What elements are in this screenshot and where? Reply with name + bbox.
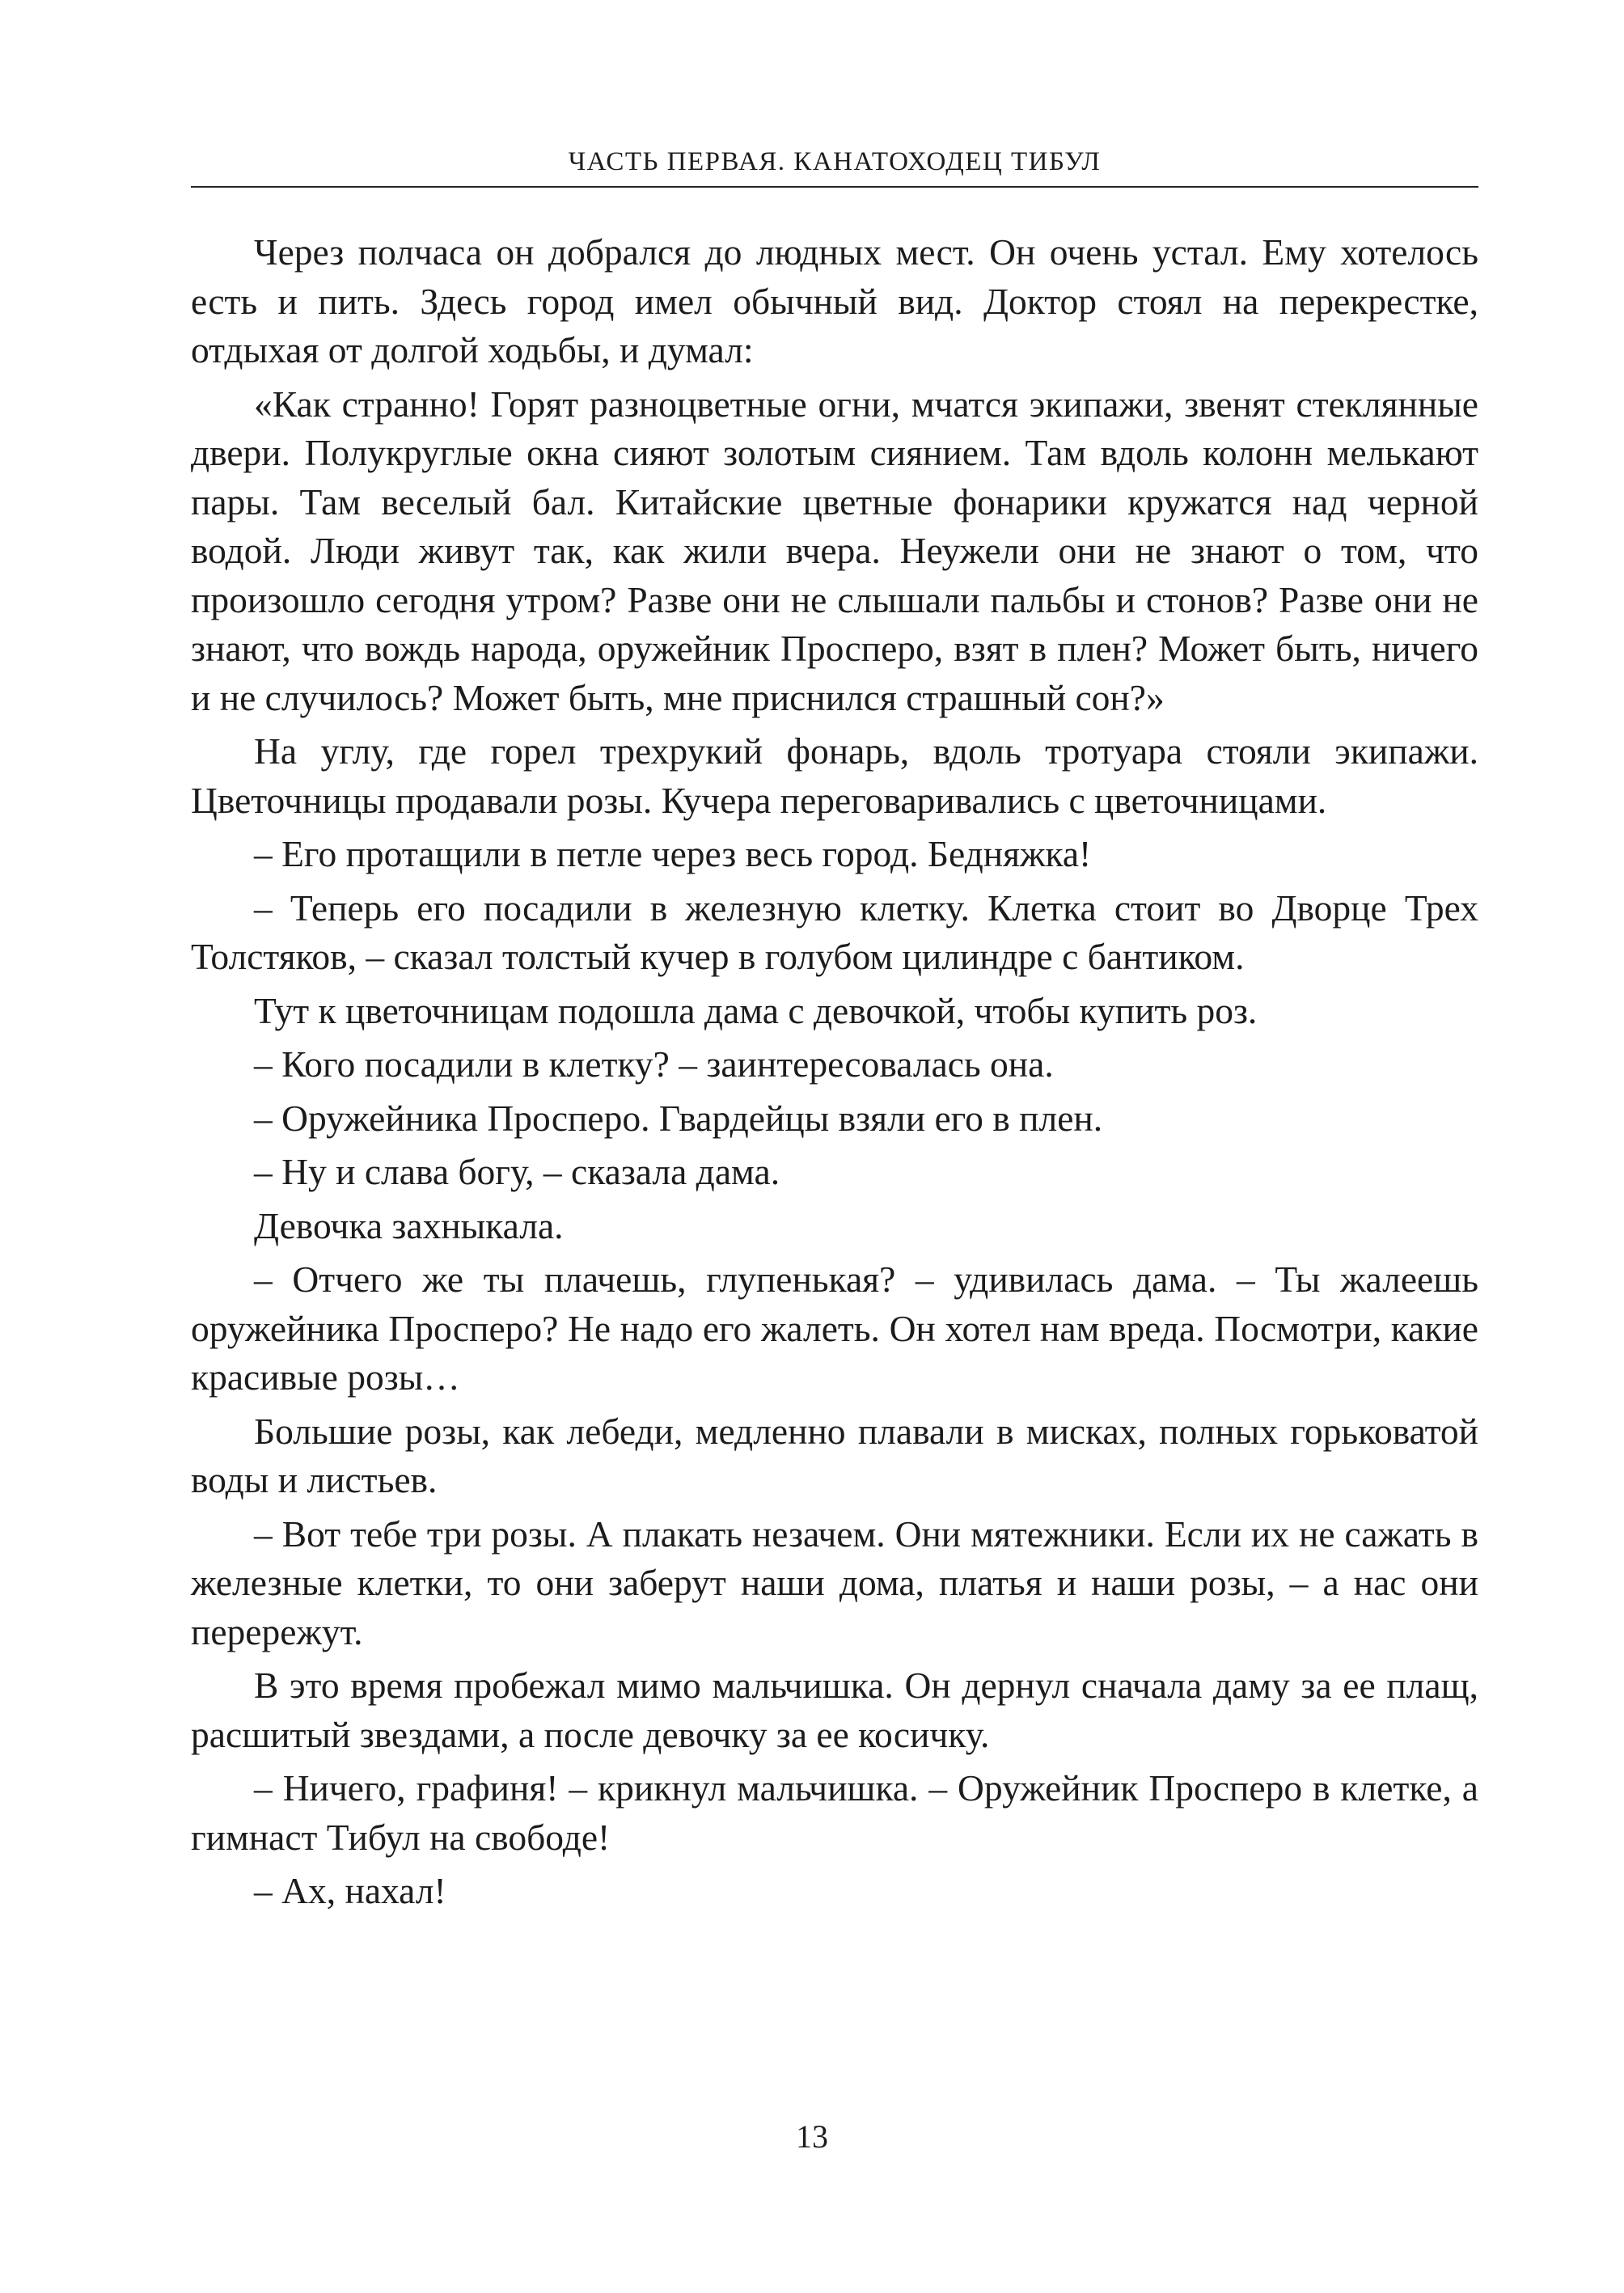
paragraph: «Как странно! Горят разноцветные огни, мчатся экипажи, звенят стеклянные двери. Полукруглые окна сияют золотым сиянием. Там вдоль колонн мелькают пары. Там веселый бал. Китайские цветные фонарики кружатся над черной водой. Люди живут так, как жили вчера. Неужели они не знают о том, что произошло сегодня утром? Разве они не слышали пальбы и стонов? Разве они не знают, что вождь народа, оружейник Просперо, взят в плен? Может быть, ничего и не случилось? Может быть, мне приснился страшный сон?»	[191, 383, 1478, 718]
dialogue-line: – Вот тебе три розы. А плакать незачем. Они мятежники. Если их не сажать в железные клетки, то они заберут наши дома, платья и наши розы, – а нас они перережут.	[191, 1512, 1478, 1652]
header-rule	[191, 186, 1478, 188]
dialogue-line: – Кого посадили в клетку? – заинтересовалась она.	[254, 1043, 1054, 1085]
text-body	[191, 228, 1478, 1921]
paragraph: Через полчаса он добрался до людных мест. Он очень устал. Ему хотелось есть и пить. Здесь город имел обычный вид. Доктор стоял на перекрестке, отдыхая от долгой ходьбы, и думал:	[191, 231, 1478, 370]
dialogue-line: – Ну и слава богу, – сказала дама.	[254, 1151, 780, 1192]
dialogue-line: – Теперь его посадили в железную клетку. Клетка стоит во Дворце Трех Толстяков, – сказал толстый кучер в голубом цилиндре с бантиком.	[191, 886, 1478, 977]
dialogue-line: – Отчего же ты плачешь, глупенькая? – удивилась дама. – Ты жалеешь оружейника Просперо? Не надо его жалеть. Он хотел нам вреда. Посмотри, какие красивые розы…	[191, 1259, 1478, 1398]
page-number: 13	[796, 2118, 828, 2155]
paragraph: Девочка захныкала.	[254, 1204, 564, 1246]
dialogue-line: – Оружейника Просперо. Гвардейцы взяли его в плен.	[254, 1097, 1103, 1139]
dialogue-line: – Ничего, графиня! – крикнул мальчишка. – Оружейник Просперо в клетке, а гимнаст Тибул на свободе!	[191, 1767, 1478, 1858]
dialogue-line: – Его протащили в петле через весь город. Бедняжка!	[254, 833, 1092, 874]
paragraph: Тут к цветочницам подошла дама с девочкой, чтобы купить роз.	[254, 989, 1258, 1031]
dialogue-line: – Ах, нахал!	[254, 1870, 446, 1911]
paragraph: Большие розы, как лебеди, медленно плавали в мисках, полных горьковатой воды и листьев.	[191, 1410, 1478, 1500]
paragraph: На углу, где горел трехрукий фонарь, вдоль тротуара стояли экипажи. Цветочницы продавали розы. Кучера переговаривались с цветочницами.	[191, 730, 1478, 821]
running-head: ЧАСТЬ ПЕРВАЯ. КАНАТОХОДЕЦ ТИБУЛ	[568, 147, 1102, 176]
paragraph: В это время пробежал мимо мальчишка. Он дернул сначала даму за ее плащ, расшитый звездами, а после девочку за ее косичку.	[191, 1665, 1478, 1755]
